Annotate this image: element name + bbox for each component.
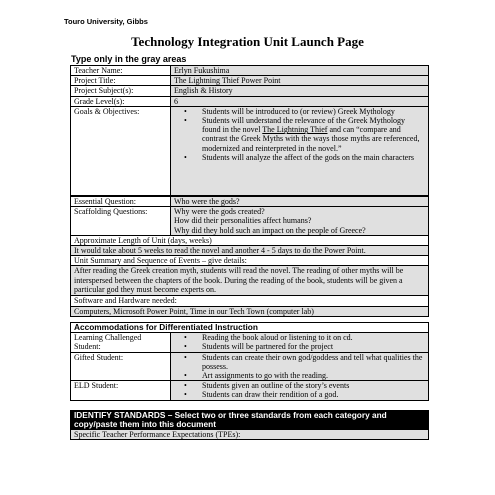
goal-item xyxy=(202,116,425,153)
learning-challenged-field[interactable] xyxy=(171,333,429,352)
accommodations-heading: Accommodations for Differentiated Instruction xyxy=(71,323,429,333)
scaffolding-question: How did their personalities affect humans? xyxy=(174,216,312,226)
learning-challenged-label: Learning Challenged Student: xyxy=(71,333,171,352)
accommodation-item: • Art assignments to go with the reading. xyxy=(202,371,425,380)
length-field[interactable]: It would take about 5 weeks to read the novel and another 4 - 5 days to do the Power Point. xyxy=(71,246,429,256)
accommodation-item: • Students can draw their rendition of a god. xyxy=(202,390,425,399)
info-table xyxy=(70,65,429,196)
accommodation-item: • Students given an outline of the story’s events xyxy=(202,381,425,390)
subjects-field[interactable]: English & History xyxy=(171,86,429,96)
accommodations-table xyxy=(70,322,429,401)
grade-label: Grade Level(s): xyxy=(71,96,171,106)
project-title-field[interactable]: The Lightning Thief Power Point xyxy=(171,76,429,86)
eld-list xyxy=(174,381,425,399)
goals-label: Goals & Objectives: xyxy=(71,106,171,195)
scaffolding-question: Why were the gods created? xyxy=(174,207,265,217)
eld-label: ELD Student: xyxy=(71,381,171,400)
novel-title: The Lightning Thief xyxy=(262,125,328,135)
standards-table xyxy=(70,410,429,440)
institution-label: Touro University, Gibbs xyxy=(64,17,148,26)
scaffolding-field[interactable] xyxy=(171,207,429,236)
goal-item-text: and can “compare and contrast the Greek Myths with the ways those myths are referenced, modernized and reinterpreted in the novel.” xyxy=(202,125,420,153)
standards-heading: IDENTIFY STANDARDS – Select two or three standards from each category and copy/paste them into this document xyxy=(71,411,429,430)
software-field[interactable]: Computers, Microsoft Power Point, Time in our Tech Town (computer lab) xyxy=(71,306,429,316)
learning-challenged-list xyxy=(174,333,425,351)
unit-details-table xyxy=(70,196,429,317)
length-label: Approximate Length of Unit (days, weeks) xyxy=(71,235,429,245)
goal-item: • Students will be introduced to (or review) Greek Mythology xyxy=(202,107,425,116)
eld-field[interactable] xyxy=(171,381,429,400)
summary-label: Unit Summary and Sequence of Events – give details: xyxy=(71,256,429,266)
page-title: Technology Integration Unit Launch Page xyxy=(131,34,364,49)
essential-question-label: Essential Question: xyxy=(71,197,171,207)
instruction-note: Type only in the gray areas xyxy=(71,54,187,64)
accommodation-item: • Students will be partnered for the project xyxy=(202,342,425,351)
summary-field[interactable]: After reading the Greek creation myth, students will read the novel. The reading of other myths will be interspersed between the chapters of the book. During the reading of the book, students will be given a particular god they must become experts on. xyxy=(71,266,429,296)
gifted-list xyxy=(174,353,425,381)
scaffolding-label: Scaffolding Questions: xyxy=(71,207,171,236)
goals-list xyxy=(174,107,425,162)
accommodation-item: • Students can create their own god/goddess and tell what qualities the possess. xyxy=(202,353,425,371)
subjects-label: Project Subject(s): xyxy=(71,86,171,96)
software-label: Software and Hardware needed: xyxy=(71,296,429,306)
accommodation-item: • Reading the book aloud or listening to it on cd. xyxy=(202,333,425,342)
teacher-label: Teacher Name: xyxy=(71,66,171,76)
grade-field[interactable]: 6 xyxy=(171,96,429,106)
project-title-label: Project Title: xyxy=(71,76,171,86)
goals-field[interactable] xyxy=(171,106,429,195)
goal-item-text: Students will understand the relevance of the Greek Mythology found in the novel xyxy=(202,116,406,135)
tpe-field[interactable]: Specific Teacher Performance Expectations (TPEs): xyxy=(71,430,429,440)
gifted-label: Gifted Student: xyxy=(71,352,171,381)
scaffolding-question: Why did they hold such an impact on the people of Greece? xyxy=(174,225,366,235)
teacher-name-field[interactable]: Erlyn Fukushima xyxy=(171,66,429,76)
essential-question-field[interactable]: Who were the gods? xyxy=(171,197,429,207)
goal-item: • Students will analyze the affect of the gods on the main characters xyxy=(202,153,425,162)
gifted-field[interactable] xyxy=(171,352,429,381)
